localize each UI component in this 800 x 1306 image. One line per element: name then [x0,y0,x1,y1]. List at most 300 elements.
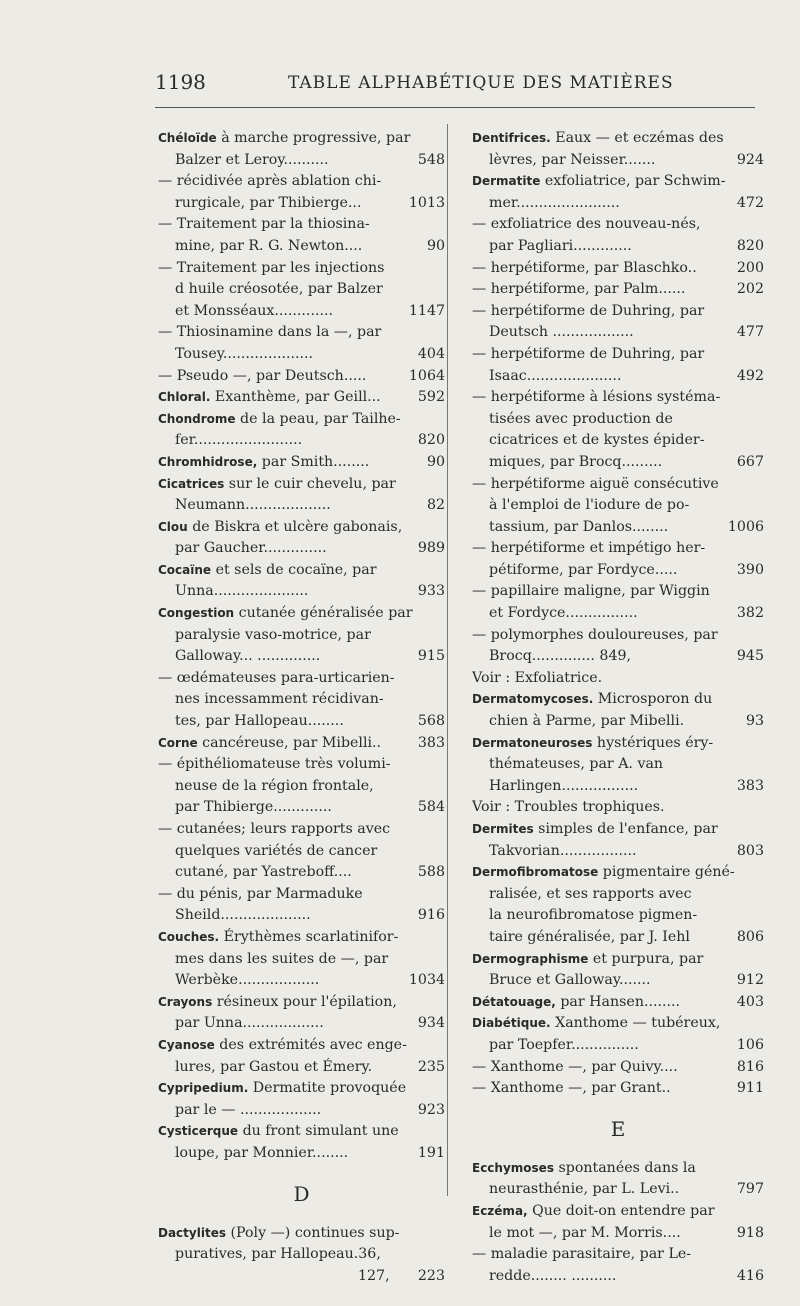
entry-line [158,538,445,560]
entry-line [158,1223,445,1245]
entry-line [158,452,445,474]
entry-line [158,1013,445,1035]
entry-text: par Gaucher.............. [175,540,327,557]
index-entry [158,517,445,560]
entry-line [472,646,764,668]
entry-line [472,430,764,452]
entry-text: — Thiosinamine dans la —, par [158,324,382,341]
page-reference: 797 [736,1181,764,1198]
entry-text: (Poly —) continues sup- [225,1224,400,1241]
entry-line [472,517,764,539]
page-reference: 200 [736,259,764,276]
entry-text: thémateuses, par A. van [489,756,664,773]
entry-line [158,905,445,927]
entry-text: ralisée, et ses rapports avec [489,885,692,902]
index-entry [158,603,445,733]
entry-heading: Crayons [158,994,213,1009]
entry-line [158,322,445,344]
entry-line [472,625,764,647]
page-reference: 568 [417,713,445,730]
entry-text: hystériques éry- [592,734,714,751]
entry-line [472,884,764,906]
entry-text: Dermatite provoquée [248,1080,407,1097]
entry-line [158,797,445,819]
entry-text: — herpétiforme aiguë consécutive [472,475,719,492]
entry-line [472,236,764,258]
page-reference: 816 [736,1058,764,1075]
entry-text: à marche progressive, par [216,130,411,146]
entry-text: tassium, par Danlos........ [489,518,669,535]
entry-line [158,625,445,647]
page-reference: 472 [736,194,764,211]
entry-heading: Dactylites [158,1225,226,1240]
entry-line [158,1100,445,1122]
entry-text: — herpétiforme de Duhring, par [472,345,705,362]
entry-line [472,409,764,431]
index-entry [158,992,445,1035]
entry-text: neurasthénie, par L. Levi.. [489,1181,680,1198]
entry-text: pétiforme, par Fordyce..... [489,561,678,578]
entry-text: nes incessamment récidivan- [175,691,384,708]
entry-text: Harlingen................. [489,777,639,794]
entry-line [158,1035,445,1057]
entry-line [158,884,445,906]
entry-text: cicatrices et de kystes épider- [489,432,705,449]
page-reference: 403 [736,993,764,1010]
entry-line [472,495,764,517]
entry-text: Werbèke.................. [175,972,320,989]
entry-line [472,538,764,560]
entry-text: résineux pour l'épilation, [212,993,397,1010]
entry-text: sur le cuir chevelu, par [224,475,396,492]
entry-heading: Cocaïne [158,562,212,577]
index-entry [158,927,445,992]
entry-line [158,1143,445,1165]
entry-text: cutanée généralisée par [234,605,413,622]
entry-line [472,150,764,172]
entry-text: — œdémateuses para-urticarien- [158,669,395,686]
entry-line [158,927,445,949]
index-entry [158,1078,445,1121]
entry-line [472,452,764,474]
entry-text: de la peau, par Tailhe- [235,410,401,427]
entry-line [472,322,764,344]
page-reference: 820 [736,237,764,254]
entry-heading: Cysticerque [158,1124,239,1139]
page-reference: 588 [417,864,445,881]
entry-text: fer........................ [175,432,303,449]
entry-heading: Dermofibromatose [472,865,599,880]
entry-text: Voir : Exfoliatrice. [472,669,603,686]
entry-line [472,1201,764,1223]
entry-text: neuse de la région frontale, [175,777,374,794]
page-reference: 90 [426,453,445,470]
entry-line [472,668,764,690]
index-entry [158,1035,445,1078]
entry-line [158,970,445,992]
entry-text: miques, par Brocq......... [489,453,663,470]
entry-text: — polymorphes douloureuses, par [472,626,718,643]
entry-line [472,581,764,603]
entry-text: Eaux — et eczémas des [550,130,724,146]
entry-text: — épithéliomateuse très volumi- [158,756,391,773]
page-reference: 383 [417,734,445,751]
entry-text: Microsporon du [593,691,713,708]
entry-text: — Traitement par les injections [158,259,385,276]
entry-line [472,905,764,927]
entry-line [158,1266,445,1288]
page-number: 1198 [155,70,206,94]
entry-text: Unna..................... [175,583,309,600]
entry-text: — Pseudo —, par Deutsch..... [158,367,367,384]
index-entry [472,733,764,819]
entry-heading: Corne [158,735,198,750]
entry-text: 127, [358,1267,390,1284]
page-reference: 584 [417,799,445,816]
entry-text: des extrémités avec enge- [214,1036,407,1053]
entry-line [472,927,764,949]
entry-text: Xanthome — tubéreux, [550,1015,721,1032]
entry-text: — herpétiforme à lésions systéma- [472,389,721,406]
entry-heading: Dermographisme [472,951,589,966]
entry-text: — herpétiforme et impétigo her- [472,540,706,557]
entry-line [158,776,445,798]
entry-text: cancéreuse, par Mibelli.. [197,734,382,751]
page-reference: 1147 [408,302,445,319]
entry-text: par le — .................. [175,1101,322,1118]
page-reference: 416 [736,1267,764,1284]
entry-line [472,862,764,884]
entry-text: mer....................... [489,194,620,211]
entry-heading: Chondrome [158,411,236,426]
page-reference: 492 [736,367,764,384]
entry-line [158,1078,445,1100]
entry-text: et Fordyce................ [489,605,638,622]
entry-text: tisées avec production de [489,410,673,427]
entry-line [158,754,445,776]
page-reference: 945 [736,648,764,665]
entry-text: par Thibierge............. [175,799,332,816]
entry-line [472,279,764,301]
entry-line [472,1223,764,1245]
entry-text: et purpura, par [588,950,704,967]
entry-heading: Dermatite [472,174,541,189]
entry-line [158,150,445,172]
entry-text: Deutsch .................. [489,324,634,341]
entry-line [472,258,764,280]
entry-text: spontanées dans la [553,1159,696,1176]
entry-line [158,581,445,603]
page-reference: 820 [417,432,445,449]
entry-line [158,366,445,388]
entry-heading: Chloral. [158,390,211,405]
entry-line [472,366,764,388]
entry-heading: Ecchymoses [472,1160,554,1175]
entry-line [472,344,764,366]
index-entry [158,409,445,452]
entry-line [472,171,764,193]
header-rule [155,107,755,108]
entry-text: loupe, par Monnier........ [175,1144,349,1161]
entry-line [158,128,445,150]
entry-text: Bruce et Galloway....... [489,972,651,989]
entry-line [472,733,764,755]
entry-heading: Diabétique. [472,1016,551,1031]
entry-text: par Pagliari............. [489,237,632,254]
entry-text: Exanthème, par Geill... [210,389,381,406]
entry-heading: Cicatrices [158,476,225,491]
page-reference: 202 [736,281,764,298]
entry-text: Voir : Troubles trophiques. [472,799,665,816]
section-letter: D [293,1181,310,1206]
index-entry [158,560,445,603]
entry-text: Takvorian................. [489,842,637,859]
index-entry [158,1121,445,1164]
column-divider [447,124,448,1196]
entry-line [158,603,445,625]
index-entry [472,992,764,1014]
index-entry [472,1013,764,1099]
entry-text: Isaac..................... [489,367,622,384]
entry-text: — herpétiforme, par Palm...... [472,281,686,298]
page-reference: 223 [417,1267,445,1284]
entry-text: lures, par Gastou et Émery. [175,1058,373,1075]
entry-line [472,214,764,236]
entry-line [472,1266,764,1288]
entry-line [158,949,445,971]
entry-line [472,301,764,323]
entry-text: Galloway... .............. [175,648,321,665]
entry-heading: Chéloïde [158,131,217,145]
index-entry [472,819,764,862]
index-entry [158,387,445,409]
entry-line [472,689,764,711]
entry-line [158,387,445,409]
entry-line [472,387,764,409]
page-reference: 235 [417,1058,445,1075]
entry-text: par Toepfer............... [489,1036,639,1053]
entry-text: par Hansen........ [555,993,681,1010]
index-entry [472,1201,764,1287]
entry-line [158,301,445,323]
entry-heading: Dermatoneuroses [472,735,593,750]
entry-heading: Détatouage, [472,994,556,1009]
page-reference: 915 [417,648,445,665]
entry-text: par Unna.................. [175,1015,324,1032]
entry-text: à l'emploi de l'iodure de po- [489,497,690,514]
entry-line [472,970,764,992]
entry-heading: Couches. [158,929,220,944]
page-reference: 548 [417,151,445,168]
entry-line [472,1078,764,1100]
page-reference: 803 [736,842,764,859]
entry-line [158,409,445,431]
entry-text: — Traitement par la thiosina- [158,216,370,233]
entry-text: et Monsséaux............. [175,302,333,319]
entry-line [158,819,445,841]
page-reference: 106 [736,1036,764,1053]
entry-text: mes dans les suites de —, par [175,950,389,967]
entry-text: — cutanées; leurs rapports avec [158,821,391,837]
entry-text: par Smith........ [257,453,370,470]
page-reference: 82 [426,497,445,514]
entry-text: lèvres, par Neisser....... [489,151,656,168]
page-reference: 592 [417,389,445,406]
page-reference: 1006 [727,518,764,535]
page-reference: 924 [736,151,764,168]
section-letter: E [610,1116,626,1141]
entry-line [158,992,445,1014]
entry-text: — Xanthome —, par Grant.. [472,1080,671,1097]
entry-line [158,193,445,215]
entry-text: taire généralisée, par J. Iehl [489,928,690,945]
index-entry [472,949,764,992]
entry-text: la neurofibromatose pigmen- [489,907,698,924]
entry-text: d huile créosotée, par Balzer [175,281,383,298]
entry-line [158,517,445,539]
entry-text: et sels de cocaïne, par [211,561,377,578]
entry-text: — maladie parasitaire, par Le- [472,1246,692,1263]
entry-line [158,560,445,582]
entry-text: de Biskra et ulcère gabonais, [187,518,403,535]
page-reference: 1034 [408,972,445,989]
index-entry [472,689,764,732]
entry-line [158,646,445,668]
page-title: TABLE ALPHABÉTIQUE DES MATIÈRES [288,73,674,93]
entry-line [158,1244,445,1266]
entry-text: Tousey.................... [175,345,314,362]
entry-line [472,193,764,215]
entry-line [472,560,764,582]
entry-text: — herpétiforme de Duhring, par [472,302,705,319]
entry-text: quelques variétés de cancer [175,842,378,859]
index-entry [158,452,445,474]
right-column [472,128,764,1287]
entry-heading: Chromhidrose, [158,454,258,469]
page-reference: 918 [736,1224,764,1241]
page-reference: 989 [417,540,445,557]
entry-text: — exfoliatrice des nouveau-nés, [472,216,701,233]
entry-line [472,1035,764,1057]
entry-text: le mot —, par M. Morris.... [489,1224,681,1241]
entry-text: rurgicale, par Thibierge... [175,194,362,211]
entry-line [158,171,445,193]
entry-text: exfoliatrice, par Schwim- [540,173,726,190]
entry-line [472,1158,764,1180]
entry-line [158,1121,445,1143]
entry-line [158,474,445,496]
entry-line [472,1244,764,1266]
page-reference: 390 [736,561,764,578]
entry-line [472,1057,764,1079]
entry-line [158,1057,445,1079]
entry-text: — récidivée après ablation chi- [158,173,382,190]
left-column [158,128,445,1287]
entry-text: paralysie vaso-motrice, par [175,626,371,643]
entry-text: — herpétiforme, par Blaschko.. [472,259,697,276]
page-reference: 191 [417,1144,445,1161]
entry-heading: Cyanose [158,1037,215,1052]
index-entry [158,1223,445,1288]
page-reference: 911 [736,1080,764,1097]
entry-text: Sheild.................... [175,907,311,924]
index-entry [472,128,764,171]
entry-text: chien à Parme, par Mibelli. [489,713,685,730]
entry-line [158,236,445,258]
entry-line [472,474,764,496]
index-entry [158,128,445,387]
index-entry [158,474,445,517]
entry-line [472,711,764,733]
entry-text: tes, par Hallopeau........ [175,713,344,730]
entry-text: Érythèmes scarlatinifor- [219,928,399,945]
entry-text: pigmentaire géné- [598,864,735,881]
entry-line [472,128,764,150]
page-reference: 1013 [408,194,445,211]
entry-line [472,992,764,1014]
page-header [155,70,745,100]
entry-line [158,711,445,733]
entry-line [158,430,445,452]
page-reference: 383 [736,777,764,794]
page-reference: 934 [417,1015,445,1032]
entry-line [472,841,764,863]
entry-line [472,1179,764,1201]
entry-line [158,733,445,755]
page-reference: 912 [736,972,764,989]
entry-line [158,495,445,517]
entry-text: Que doit-on entendre par [527,1202,715,1219]
entry-text: du front simulant une [238,1123,399,1140]
entry-line [472,819,764,841]
index-entry [472,1158,764,1201]
entry-heading: Congestion [158,606,235,621]
entry-line [472,797,764,819]
entry-heading: Eczéma, [472,1203,528,1218]
entry-heading: Clou [158,519,188,534]
entry-line [158,668,445,690]
page-reference: 916 [417,907,445,924]
index-entry [472,171,764,689]
entry-line [472,1013,764,1035]
entry-text: cutané, par Yastreboff.... [175,864,352,881]
entry-line [158,841,445,863]
entry-text: simples de l'enfance, par [533,821,718,837]
entry-line [472,754,764,776]
entry-heading: Dermatomycoses. [472,692,594,707]
entry-heading: Dermites [472,822,534,836]
index-entry [158,733,445,927]
entry-line [472,603,764,625]
entry-text: — du pénis, par Marmaduke [158,885,363,902]
page-reference: 90 [426,237,445,254]
entry-line [472,776,764,798]
page-reference: 923 [417,1101,445,1118]
page-reference: 667 [736,453,764,470]
page-reference: 933 [417,583,445,600]
entry-line [158,258,445,280]
index-entry [472,862,764,948]
page-reference: 93 [745,713,764,730]
entry-line [472,949,764,971]
entry-line [158,279,445,301]
page-reference: 477 [736,324,764,341]
page-reference: 382 [736,605,764,622]
entry-line [158,689,445,711]
entry-line [158,214,445,236]
page-reference: 404 [417,345,445,362]
entry-text: Neumann................... [175,497,331,514]
